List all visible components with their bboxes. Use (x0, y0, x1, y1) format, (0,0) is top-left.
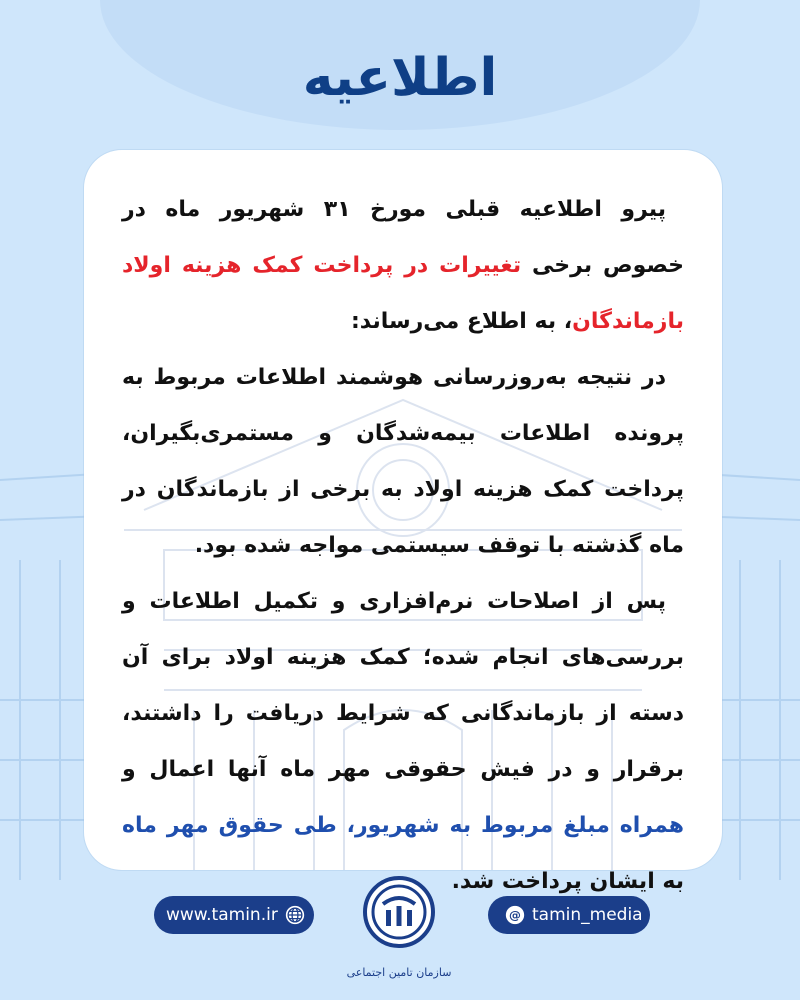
paragraph-intro: پیرو اطلاعیه قبلی مورخ ۳۱ شهریور ماه در خصوص برخی تغییرات در پرداخت کمک هزینه اولاد بازماندگان، به اطلاع می‌رساند: (122, 197, 684, 334)
at-sign-icon (504, 904, 526, 926)
highlight-blue: همراه مبلغ مربوط به شهریور، طی حقوق مهر ماه (122, 813, 684, 838)
svg-text:@: @ (509, 908, 521, 923)
logo-caption: سازمان تامین اجتماعی (346, 966, 452, 979)
globe-icon (284, 904, 306, 926)
social-handle-text: tamin_media (532, 905, 643, 925)
website-text: www.tamin.ir (166, 905, 278, 925)
paragraph-reason: در نتیجه به‌روزرسانی هوشمند اطلاعات مربوط به پرونده اطلاعات بیمه‌شدگان و مستمری‌بگیران، پرداخت کمک هزینه اولاد به برخی از بازماندگان در ماه گذشته با توقف سیستمی مواجه شده بود. (122, 365, 684, 558)
announcement-body (122, 182, 684, 910)
page-title: اطلاعیه (302, 48, 498, 108)
social-handle-link[interactable] (488, 896, 650, 934)
tamin-logo (361, 874, 437, 974)
paragraph-resolution: پس از اصلاحات نرم‌افزاری و تکمیل اطلاعات و بررسی‌های انجام شده؛ کمک هزینه اولاد برای آن دسته از بازماندگانی که شرایط دریافت را داشتند، برقرار و در فیش حقوقی مهر ماه آنها اعمال و همراه مبلغ مربوط به شهریور، طی حقوق مهر ماه به ایشان پرداخت شد. (122, 589, 684, 894)
highlight-red: تغییرات در پرداخت کمک هزینه اولاد بازماندگان (122, 253, 684, 334)
announcement-card (84, 150, 722, 894)
website-link[interactable] (154, 896, 314, 934)
